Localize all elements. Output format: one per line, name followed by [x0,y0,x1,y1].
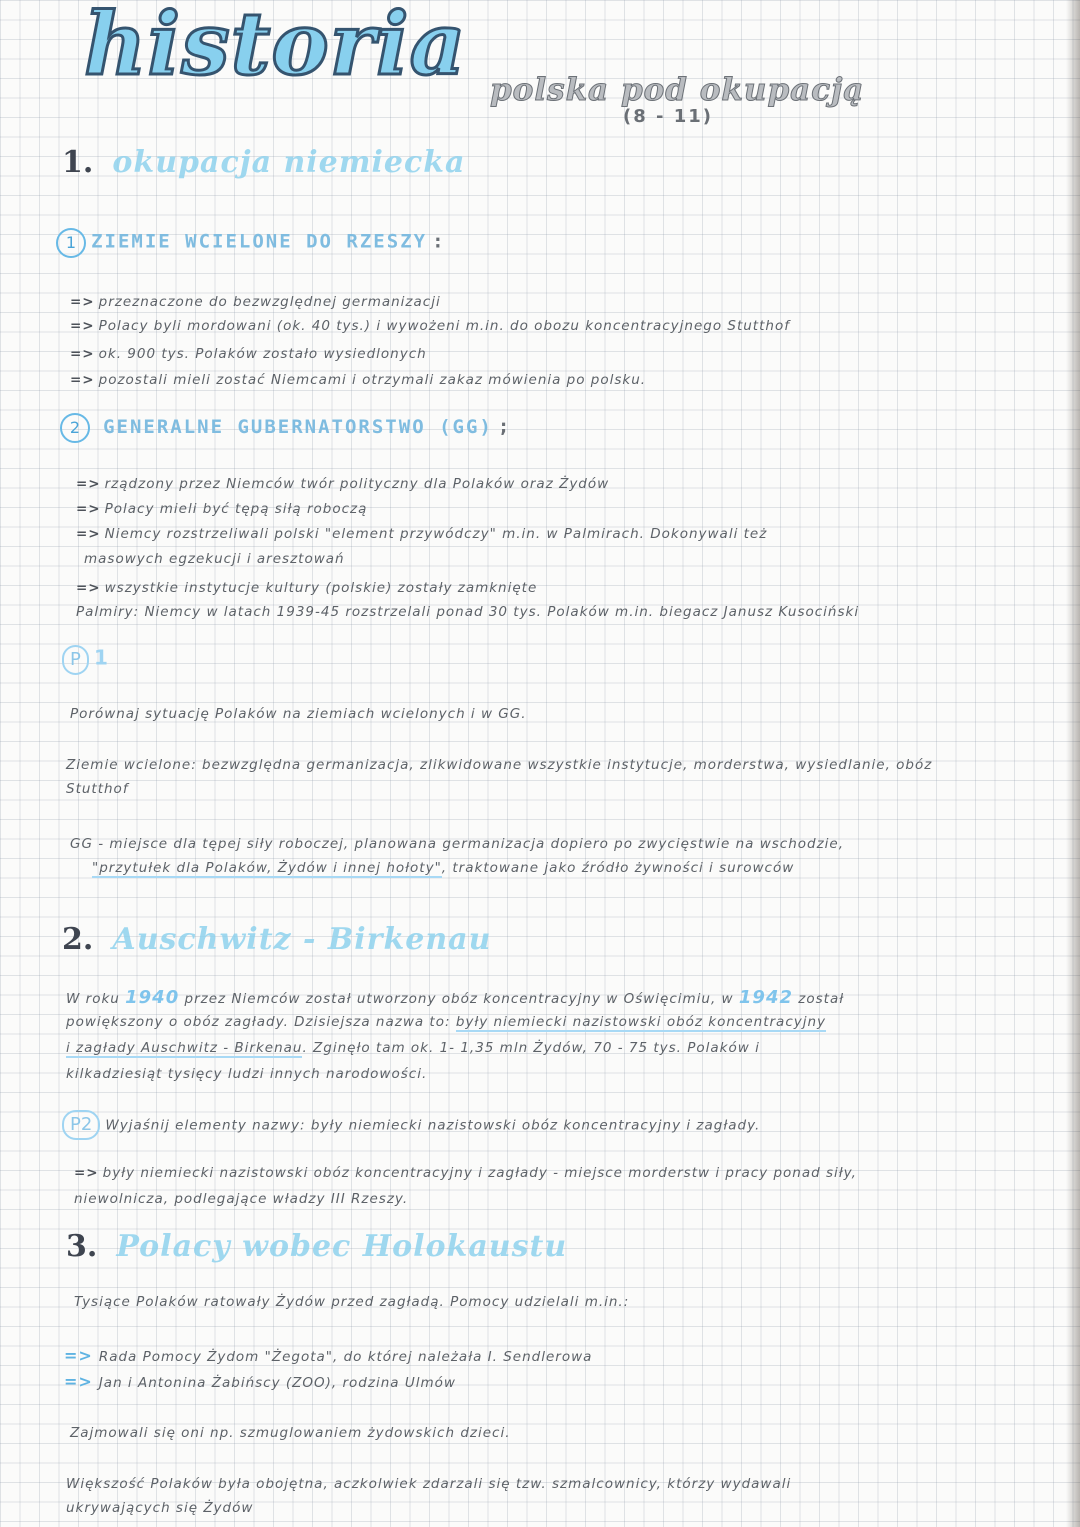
section-1-number: 1. [62,145,94,180]
palmiry-note: Palmiry: Niemcy w latach 1939-45 rozstrzelali ponad 30 tys. Polaków m.in. biegacz Janusz Kusociński [76,604,860,620]
subsection-2-title: GENERALNE GUBERNATORSTWO (GG) [103,415,493,438]
paragraph-line: powiększony o obóz zagłady. Dzisiejsza nazwa to: były niemiecki nazistowski obóz koncentracyjny [66,1014,827,1030]
task-1-answer-line: Ziemie wcielone: bezwzględna germanizacja, zlikwidowane wszystkie instytucje, morderstwa, wysiedlanie, obóz [66,757,933,773]
list-item: => Polacy byli mordowani (ok. 40 tys.) i wywożeni m.in. do obozu koncentracyjnego Stutthof [70,318,790,334]
task-1-answer-line: "przytułek dla Polaków, Żydów i innej hołoty", traktowane jako źródło żywności i surowców [92,860,795,876]
task-badge: P [62,645,89,675]
section-1-heading [62,145,465,180]
task-2-answer-line: => były niemiecki nazistowski obóz koncentracyjny i zagłady - miejsce morderstw i pracy ponad siły, [74,1165,857,1181]
subsection-1-number: 1 [56,228,86,258]
paragraph-line: ukrywających się Żydów [66,1500,254,1516]
section-2-number: 2. [62,922,94,957]
list-item: => Polacy mieli być tępą siłą roboczą [76,501,368,517]
list-item: => przeznaczone do bezwzględnej germanizacji [70,294,441,310]
page-title: historia [84,0,467,95]
list-item: => rządzony przez Niemców twór polityczny dla Polaków oraz Żydów [76,476,610,492]
subsection-1-colon: : [432,230,446,253]
paragraph-line: Tysiące Polaków ratowały Żydów przed zagładą. Pomocy udzielali m.in.: [74,1294,630,1310]
paragraph-line: Zajmowali się oni np. szmuglowaniem żydowskich dzieci. [70,1425,511,1441]
task-1-answer-line: GG - miejsce dla tępej siły roboczej, planowana germanizacja dopiero po zwycięstwie na wschodzie, [70,836,845,852]
subsection-1-title: ZIEMIE WCIELONE DO RZESZY [91,230,428,253]
task-1-label [62,645,108,675]
section-2-heading [62,922,491,957]
task-2-question: Wyjaśnij elementy nazwy: były niemiecki nazistowski obóz koncentracyjny i zagłady. [105,1117,761,1134]
list-item: => Niemcy rozstrzeliwali polski "element przywódczy" m.in. w Palmirach. Dokonywali też [76,526,768,542]
notebook-binding-shadow [1066,0,1080,1527]
paragraph-line: kilkadziesiąt tysięcy ludzi innych narodowości. [66,1066,428,1082]
section-3-number: 3. [66,1229,98,1264]
list-item-continuation: masowych egzekucji i aresztowań [84,551,345,567]
section-3-title: Polacy wobec Holokaustu [116,1229,568,1264]
task-1-question: Porównaj sytuację Polaków na ziemiach wcielonych i w GG. [70,706,527,722]
paragraph-line: W roku 1940 przez Niemców został utworzony obóz koncentracyjny w Oświęcimiu, w 1942 został [66,987,845,1008]
list-item: => wszystkie instytucje kultury (polskie) zostały zamknięte [76,580,538,596]
paragraph-line: Większość Polaków była obojętna, aczkolwiek zdarzali się tzw. szmalcownicy, którzy wydawali [66,1476,792,1492]
task-number: 1 [93,645,108,670]
subsection-2-number: 2 [60,413,90,443]
task-2-line [62,1110,760,1140]
subsection-2-colon: ; [497,415,512,438]
subsection-2-heading [60,413,511,443]
list-item: => pozostali mieli zostać Niemcami i otrzymali zakaz mówienia po polsku. [70,372,647,388]
subsection-1-heading [56,228,446,258]
section-3-heading [66,1229,567,1264]
list-item: => Jan i Antonina Żabińscy (ZOO), rodzina Ulmów [64,1372,456,1391]
task-1-answer-line: Stutthof [66,781,129,797]
section-2-title: Auschwitz - Birkenau [112,922,492,957]
task-2-answer-line: niewolnicza, podlegające władzy III Rzeszy. [74,1191,409,1207]
list-item: => Rada Pomocy Żydom "Żegota", do której należała I. Sendlerowa [64,1346,593,1365]
page-subtitle: polska pod okupacją [490,72,865,108]
task-badge: P2 [62,1110,100,1140]
quote: "przytułek dla Polaków, Żydów i innej hołoty" [92,860,442,876]
paragraph-line: i zagłady Auschwitz - Birkenau. Zginęło tam ok. 1- 1,35 mln Żydów, 70 - 75 tys. Polaków i [66,1040,760,1056]
list-item: => ok. 900 tys. Polaków zostało wysiedlonych [70,346,427,362]
section-1-title: okupacja niemiecka [112,145,466,180]
chapter-range: (8 - 11) [623,106,714,127]
